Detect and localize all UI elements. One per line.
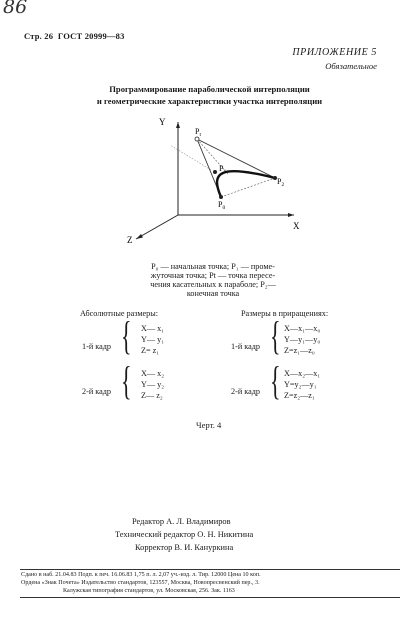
imprint-rule-top (20, 569, 400, 570)
inc-f2-x: X—x₂—x₁ (284, 369, 321, 378)
point-pt (195, 137, 199, 141)
page-number: Стр. 26 (24, 31, 54, 41)
page-header (24, 31, 125, 41)
absolute-frame2-label: 2-й кадр (82, 387, 111, 396)
caption-line1: P₀ — начальная точка; P₁ — проме- (151, 262, 275, 271)
section-title-line1: Программирование параболической интерполяции (109, 84, 310, 94)
standard-number: ГОСТ 20999—83 (57, 31, 125, 41)
inc-f1-y: Y—y₁—y₀ (284, 335, 321, 344)
x-axis-arrow (288, 213, 294, 217)
absolute-frame1-brace: { (121, 313, 132, 358)
absolute-frame1-equations (141, 323, 164, 356)
abs-f2-y: Y— y₂ (141, 380, 165, 389)
z-axis (136, 215, 178, 239)
imprint-line1: Сдано в наб. 21.04.83 Подп. к печ. 16.06.83 1,75 п. л. 2,07 уч.-изд. л. Тир. 12000 Цена 10 коп. (21, 572, 261, 578)
label-p0: $P_0$ (218, 200, 226, 211)
corrector-line: Корректор В. И. Кануркина (135, 543, 234, 552)
figure-caption (113, 262, 313, 298)
abs-f2-x: X— x₂ (141, 369, 165, 378)
tech-editor-line: Технический редактор О. Н. Никитина (115, 530, 254, 539)
caption-line2: жуточная точка; Pt — точка пересе- (150, 271, 276, 280)
inc-f1-z: Z=z₁—z₀ (284, 346, 315, 355)
interpolation-figure (110, 112, 320, 252)
axis-label-x: X (293, 221, 300, 231)
figure-label: Черт. 4 (196, 420, 222, 430)
imprint-line2: Ордена «Знак Почета» Издательство стандартов, 123557, Москва, Новопресненский пер., 3. (21, 580, 260, 587)
increment-frame1-brace: { (270, 313, 281, 358)
y-axis-arrow (176, 122, 180, 128)
abs-f1-y: Y— y₁ (141, 335, 165, 344)
abs-f1-x: X— x₁ (141, 324, 165, 333)
increment-heading: Размеры в приращениях: (241, 309, 329, 318)
caption-line3: чения касательных к параболе; P₂— (150, 280, 276, 289)
axis-label-z: Z (127, 235, 133, 245)
parabola-curve (217, 171, 275, 197)
increment-frame1-label: 1-й кадр (231, 342, 260, 351)
editor-line: Редактор А. Л. Владимиров (132, 517, 231, 526)
axis-label-y: Y (159, 117, 166, 127)
section-title-line2: и геометрические характеристики участка интерполяции (96, 96, 323, 106)
absolute-frame2-brace: { (121, 358, 132, 403)
point-p0 (219, 195, 223, 199)
z-axis-arrow (136, 234, 143, 239)
label-p2: $P_2$ (277, 177, 285, 188)
imprint-line3: Калужская типография стандартов, ул. Московская, 256. Зак. 1163 (63, 588, 235, 595)
appendix-status: Обязательное (325, 61, 377, 71)
inc-f1-x: X—x₁—x₀ (284, 324, 321, 333)
absolute-heading: Абсолютные размеры: (80, 309, 159, 318)
label-p1: $P_1$ (219, 164, 227, 175)
inc-f2-y: Y=y₂—y₁ (284, 380, 317, 389)
abs-f2-z: Z— z₂ (141, 391, 163, 400)
label-pt: $P_t$ (195, 127, 201, 138)
chord-line (221, 178, 275, 197)
absolute-frame2-equations (141, 368, 164, 401)
abs-f1-z: Z= z₁ (141, 346, 160, 355)
appendix-title: ПРИЛОЖЕНИЕ 5 (292, 47, 377, 58)
imprint-rule-bottom (20, 597, 400, 598)
imprint (21, 571, 399, 595)
absolute-frame1-label: 1-й кадр (82, 342, 111, 351)
caption-line4: конечная точка (186, 289, 240, 298)
increment-frame2-equations (284, 368, 320, 401)
inc-f2-z: Z=z₂—z₁ (284, 391, 315, 400)
increment-frame2-label: 2-й кадр (231, 387, 260, 396)
point-p1 (213, 170, 217, 174)
increment-frame2-brace: { (270, 358, 281, 403)
increment-frame1-equations (284, 323, 320, 356)
handwritten-page-mark: 86 (3, 0, 28, 18)
